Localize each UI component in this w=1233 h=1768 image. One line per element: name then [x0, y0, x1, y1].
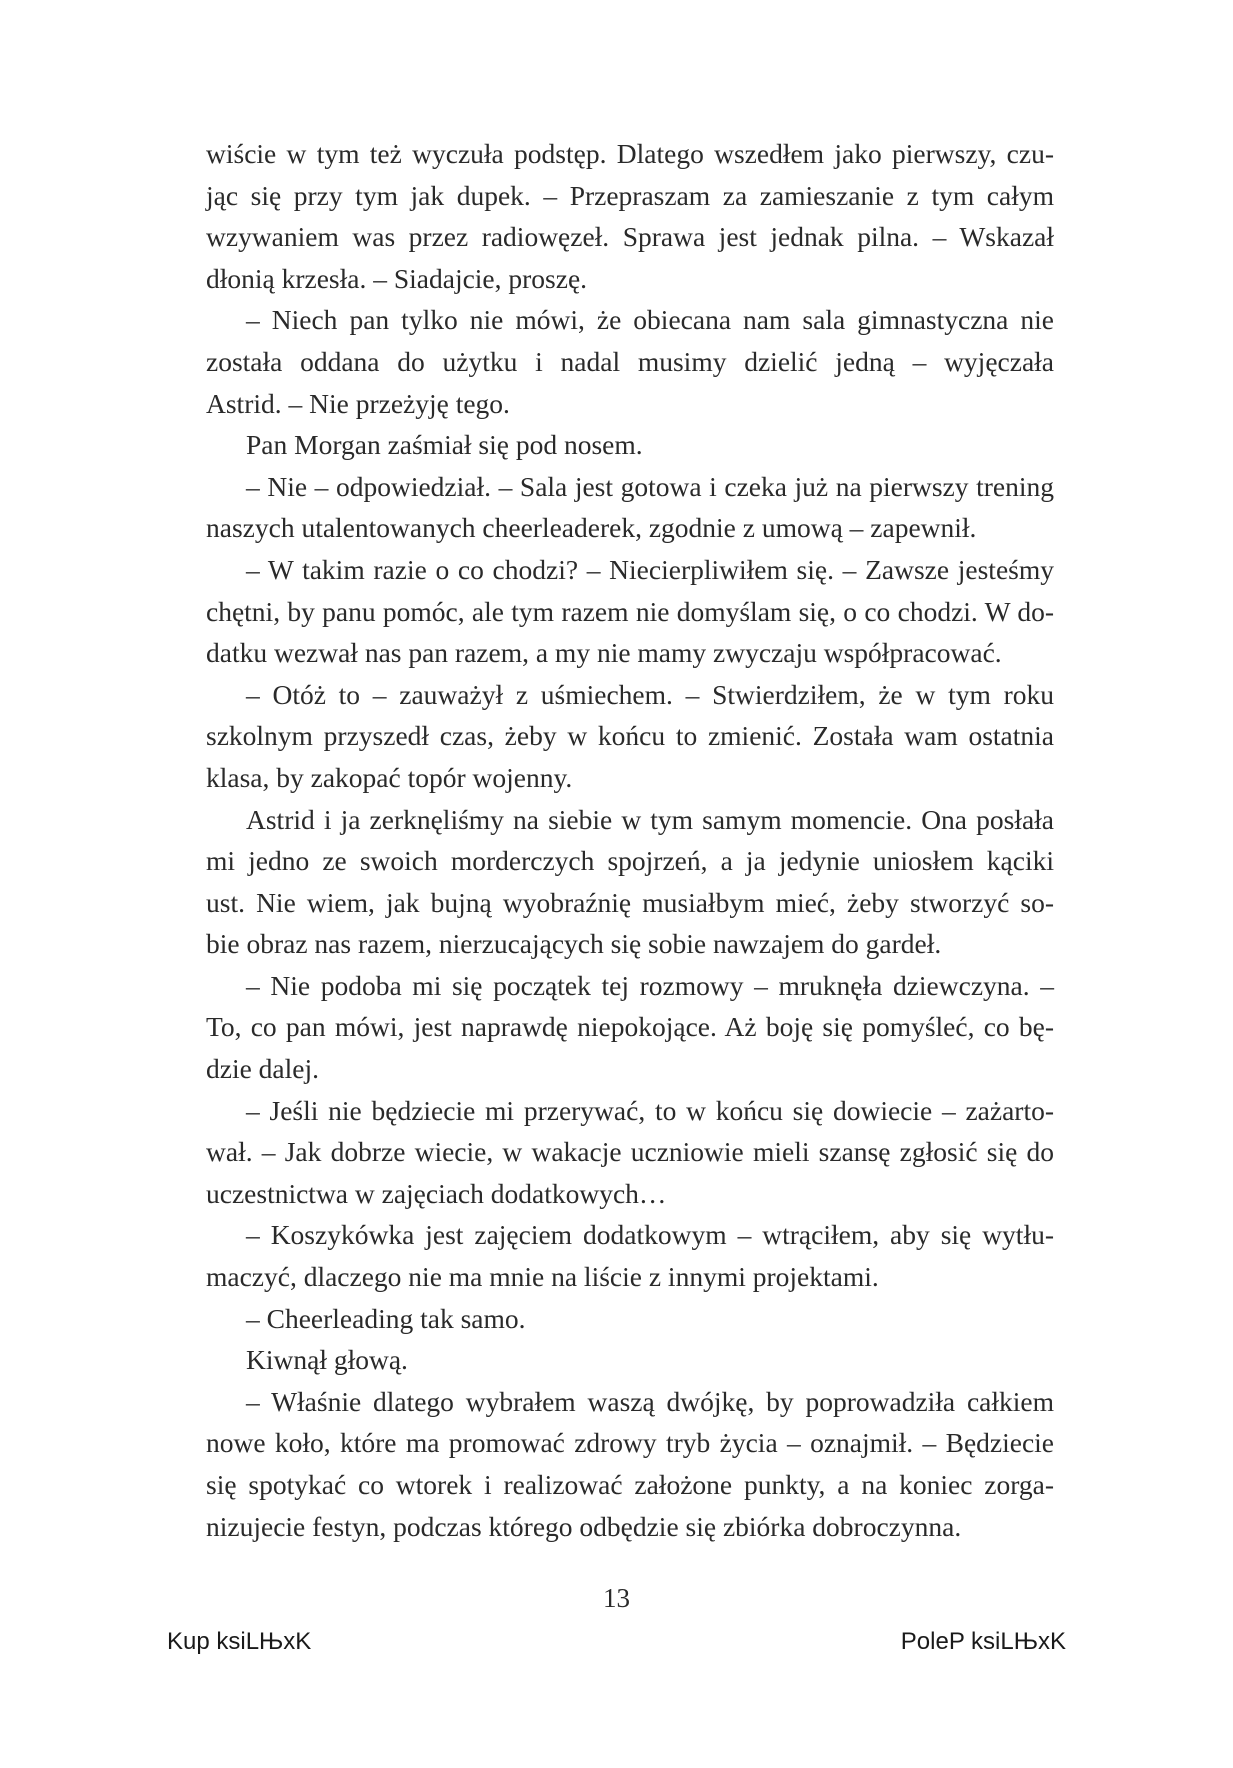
paragraph [206, 799, 1054, 965]
text-line: – W takim razie o co chodzi? – Niecierpliwiłem się. – Zawsze jesteśmy [246, 553, 1054, 585]
paragraph [206, 549, 1054, 674]
text-line: szkolnym przyszedł czas, żeby w końcu to zmienić. Została wam ostatnia [206, 720, 1054, 752]
text-line: mi jedno ze swoich morderczych spojrzeń, a ja jedynie uniosłem kąciki [206, 845, 1054, 877]
paragraph [206, 1090, 1054, 1215]
paragraph [206, 1381, 1054, 1547]
paragraph [206, 424, 1054, 466]
text-line: wiście w tym też wyczuła podstęp. Dlatego wszedłem jako pierwszy, czu- [206, 138, 1054, 169]
text-line: dłonią krzesła. – Siadajcie, proszę. [206, 262, 588, 294]
text-line: uczestnictwa w zajęciach dodatkowych… [206, 1177, 667, 1209]
buy-book-link[interactable]: Kup ksiLЊxK [167, 1628, 312, 1655]
text-line: – Koszykówka jest zajęciem dodatkowym – wtrąciłem, aby się wytłu- [246, 1219, 1054, 1251]
paragraph [206, 1298, 1054, 1340]
text-line: się spotykać co wtorek i realizować założone punkty, a na koniec zorga- [206, 1469, 1054, 1500]
text-line: – Nie podoba mi się początek tej rozmowy – mruknęła dziewczyna. – [246, 969, 1054, 1001]
text-line: Astrid. – Nie przeżyję tego. [206, 387, 510, 419]
text-line: Pan Morgan zaśmiał się pod nosem. [246, 429, 643, 461]
text-line: Kiwnął głową. [246, 1344, 408, 1376]
text-line: dzie dalej. [206, 1053, 319, 1085]
text-line: datku wezwał nas pan razem, a my nie mamy zwyczaju współpracować. [206, 637, 1002, 669]
text-line: To, co pan mówi, jest naprawdę niepokojące. Aż boję się pomyśleć, co bę- [206, 1011, 1054, 1043]
text-line: – Otóż to – zauważył z uśmiechem. – Stwierdziłem, że w tym roku [246, 678, 1054, 710]
page-text [206, 133, 1054, 1547]
text-line: bie obraz nas razem, nierzucających się sobie nawzajem do gardeł. [206, 928, 942, 960]
text-line: – Niech pan tylko nie mówi, że obiecana nam sala gimnastyczna nie [246, 304, 1054, 336]
recommend-book-link[interactable]: PoleP ksiLЊxK [900, 1628, 1066, 1655]
text-line: ust. Nie wiem, jak bujną wyobraźnię musiałbym mieć, żeby stworzyć so- [206, 886, 1054, 918]
text-line: – Jeśli nie będziecie mi przerywać, to w końcu się dowiecie – zażarto- [246, 1094, 1054, 1126]
text-line: wzywaniem was przez radiowęzeł. Sprawa jest jednak pilna. – Wskazał [206, 221, 1054, 253]
page-number: 13 [603, 1583, 630, 1613]
text-line: jąc się przy tym jak dupek. – Przepraszam za zamieszanie z tym całym [206, 179, 1054, 211]
text-line: – Właśnie dlatego wybrałem waszą dwójkę, by poprowadziła całkiem [246, 1385, 1054, 1417]
paragraph [206, 466, 1054, 549]
text-line: – Cheerleading tak samo. [246, 1302, 526, 1334]
paragraph [206, 965, 1054, 1090]
paragraph [206, 133, 1054, 299]
text-line: Astrid i ja zerknęliśmy na siebie w tym samym momencie. Ona posłała [246, 803, 1054, 835]
paragraph [206, 674, 1054, 799]
paragraph [206, 1339, 1054, 1381]
text-line: nizujecie festyn, podczas którego odbędzie się zbiórka dobroczynna. [206, 1510, 962, 1542]
text-line: maczyć, dlaczego nie ma mnie na liście z innymi projektami. [206, 1261, 879, 1293]
text-line: naszych utalentowanych cheerleaderek, zgodnie z umową – zapewnił. [206, 512, 977, 544]
text-line: chętni, by panu pomóc, ale tym razem nie domyślam się, o co chodzi. W do- [206, 595, 1054, 627]
text-line: wał. – Jak dobrze wiecie, w wakacje uczniowie mieli szansę zgłosić się do [206, 1136, 1054, 1168]
text-line: nowe koło, które ma promować zdrowy tryb życia – oznajmił. – Będziecie [206, 1427, 1054, 1459]
paragraph [206, 1214, 1054, 1297]
text-line: – Nie – odpowiedział. – Sala jest gotowa i czeka już na pierwszy trening [246, 470, 1054, 502]
text-line: została oddana do użytku i nadal musimy dzielić jedną – wyjęczała [206, 345, 1054, 377]
text-line: klasa, by zakopać topór wojenny. [206, 761, 573, 793]
paragraph [206, 299, 1054, 424]
